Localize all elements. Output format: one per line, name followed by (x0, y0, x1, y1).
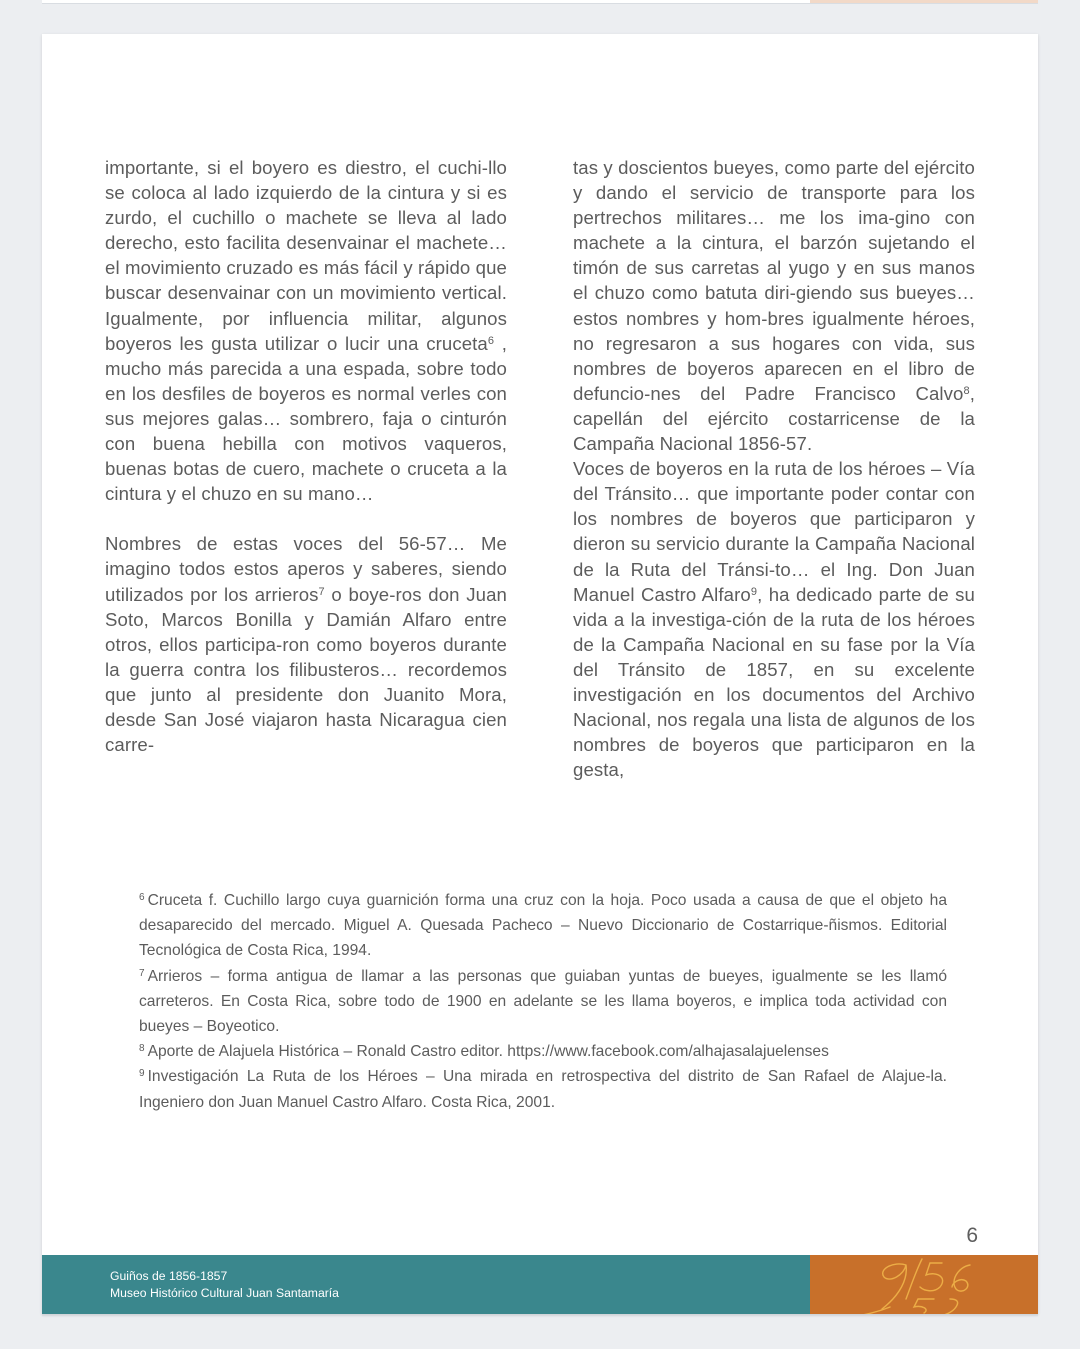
footnote-9 (139, 1064, 947, 1114)
footnote-6 (139, 888, 947, 964)
footnote-text: Cruceta f. Cuchillo largo cuya guarnición forma una cruz con la hoja. Poco usada a causa de que el objeto ha desaparecido del mercado. Miguel A. Quesada Pacheco – Nuevo Diccionario de Costarrique-ñismos. Editorial Tecnológica de Costa Rica, 1994. (139, 892, 947, 960)
right-text-column (573, 155, 975, 782)
footnote-ref-8[interactable]: 8 (963, 384, 970, 397)
footnote-number: 9 (139, 1068, 145, 1080)
left-text-column (105, 155, 507, 757)
document-page (42, 34, 1038, 1314)
footnote-number: 6 (139, 892, 145, 903)
footer-museum-name: Museo Histórico Cultural Juan Santamaría (110, 1285, 339, 1300)
footer-band (42, 1255, 1038, 1314)
right-paragraph-2-end: , ha dedicado parte de su vida a la investiga-ción de la ruta de los héroes de la Campaña Nacional en su fase por la Vía del Tránsito de 1857, en su excelente investigación en los documentos del Archivo Nacional, nos regala una lista de algunos de los nombres de boyeros que participaron en la gesta, (573, 583, 975, 781)
previous-page-edge (42, 0, 1038, 4)
left-paragraph-2-end: o boye-ros don Juan Soto, Marcos Bonilla y Damián Alfaro entre otros, ellos participa-ron como boyeros durante la guerra contra los filibusteros… recordemos que junto al presidente don Juanito Mora, desde San José viajaron hasta Nicaragua cien carre- (105, 583, 507, 756)
page-number: 6 (966, 1224, 978, 1247)
left-paragraph-1-end: , mucho más parecida a una espada, sobre todo en los desfiles de boyeros es normal verles con sus mejores galas… sombrero, faja o cinturón con buena hebilla con motivos vaqueros, buenas botas de cuero, machete o cruceta a la cintura y el chuzo en su mano… (105, 332, 507, 505)
footnote-ref-9[interactable]: 9 (750, 585, 758, 598)
footnote-text: Arrieros – forma antigua de llamar a las personas que guiaban yuntas de bueyes, igualmente se les llamó carreteros. En Costa Rica, sobre todo de 1900 en adelante se les llama boyeros, e implica toda actividad con bueyes – Boyeotico. (139, 967, 947, 1036)
left-paragraph-1-text: importante, si el boyero es diestro, el cuchi-llo se coloca al lado izquierdo de la cintura y si es zurdo, el cuchillo o machete se lleva al lado derecho, esto facilita desenvainar el machete… el movimiento cruzado es más fácil y rápido que buscar desenvainar con un movimiento vertical. Igualmente, por influencia militar, algunos boyeros les gusta utilizar o lucir una cruceta (105, 157, 507, 354)
left-paragraph-2 (105, 531, 507, 757)
footnote-number: 7 (139, 967, 145, 979)
right-paragraph-1-end: , capellán del ejército costarricense de la Campaña Nacional 1856-57. (573, 382, 975, 455)
footnote-text: Investigación La Ruta de los Héroes – Una mirada en retrospectiva del distrito de San Rafael de Alajue-la. Ingeniero don Juan Manuel Castro Alfaro. Costa Rica, 2001. (139, 1068, 947, 1111)
footer-text (110, 1268, 339, 1301)
footer-accent-block (810, 1255, 1038, 1314)
footer-publication-title: Guiños de 1856-1857 (110, 1269, 228, 1283)
right-paragraph-2 (573, 456, 975, 782)
right-paragraph-1 (573, 155, 975, 456)
right-paragraph-1-text: tas y doscientos bueyes, como parte del ejército y dando el servicio de transporte para los pertrechos militares… me los ima-gino con machete a la cintura, el barzón sujetando el timón de sus carretas al yugo y en sus manos el chuzo como batuta diri-giendo sus bueyes… estos nombres y hom-bres igualmente héroes, no regresaron a sus hogares con vida, sus nombres de boyeros aparecen en el libro de defuncio-nes del Padre Francisco Calvo (573, 157, 975, 404)
footnote-7 (139, 964, 947, 1040)
left-paragraph-2-text: Nombres de estas voces del 56-57… Me imagino todos estos aperos y saberes, siendo utilizados por los arrieros (105, 533, 507, 605)
previous-page-accent (810, 0, 1038, 3)
footnote-number: 8 (139, 1043, 145, 1055)
footnote-ref-6[interactable]: 6 (487, 334, 495, 347)
1856-1857-monogram-icon (810, 1255, 1038, 1314)
footnote-8 (139, 1039, 947, 1064)
page-bottom-shadow (42, 1314, 1038, 1317)
footnotes (139, 888, 947, 1115)
left-paragraph-1 (105, 155, 507, 506)
right-paragraph-2-text: Voces de boyeros en la ruta de los héroes – Vía del Tránsito… que importante poder contar con los nombres de boyeros que participaron y dieron su servicio durante la Campaña Nacional de la Ruta del Tránsi-to… el Ing. Don Juan Manuel Castro Alfaro (573, 458, 975, 605)
footnote-text: Aporte de Alajuela Histórica – Ronald Castro editor. https://www.facebook.com/alhajasalajuelenses (147, 1043, 829, 1061)
footnote-ref-7[interactable]: 7 (318, 585, 325, 598)
